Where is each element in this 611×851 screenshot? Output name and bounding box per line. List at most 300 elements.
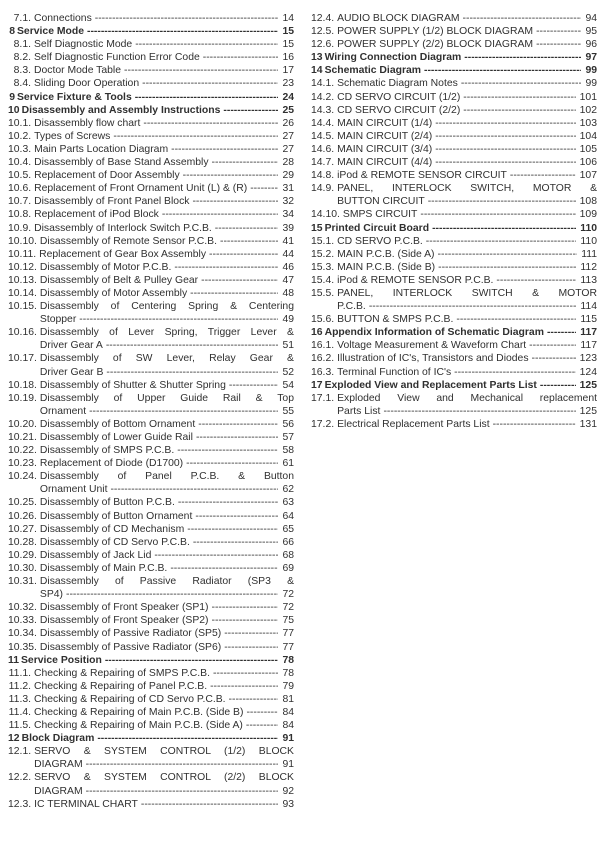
toc-entry bbox=[311, 51, 597, 64]
toc-entry bbox=[8, 667, 294, 680]
dash-leader bbox=[124, 64, 278, 77]
toc-entry-title: Wiring Connection Diagram bbox=[324, 52, 462, 64]
dash-leader bbox=[510, 169, 576, 182]
toc-entry-page: 72 bbox=[282, 602, 294, 614]
toc-entry-number bbox=[8, 12, 31, 25]
toc-entry-number bbox=[8, 169, 31, 182]
toc-entry-title: Ornament Unit bbox=[39, 484, 108, 496]
toc-entry-line bbox=[34, 208, 294, 221]
toc-entry-number-text: 10.18. bbox=[8, 379, 37, 391]
toc-entry bbox=[8, 680, 294, 693]
toc-entry-title: Disassembly of Jack Lid bbox=[39, 549, 152, 561]
toc-entry-line bbox=[34, 798, 294, 811]
toc-entry-title: Block Diagram bbox=[21, 733, 95, 745]
toc-entry-number bbox=[311, 64, 323, 77]
toc-entry-number bbox=[8, 627, 37, 640]
toc-entry-number bbox=[311, 366, 334, 379]
toc-entry-body bbox=[34, 706, 294, 719]
toc-entry bbox=[311, 130, 597, 143]
toc-entry-line bbox=[40, 366, 294, 379]
dash-leader bbox=[424, 64, 581, 77]
toc-entry-page: 110 bbox=[580, 235, 597, 247]
toc-entry-number-text: 14.8. bbox=[311, 170, 335, 182]
toc-entry-number bbox=[311, 274, 334, 287]
toc-entry-line bbox=[337, 104, 597, 117]
toc-entry-number-text: 10.2. bbox=[8, 130, 32, 142]
toc-entry-number-text: 10 bbox=[8, 104, 20, 116]
toc-entry-page: 66 bbox=[282, 536, 294, 548]
toc-entry-page: 25 bbox=[282, 104, 294, 116]
toc-entry-number-text: 10.3. bbox=[8, 143, 32, 155]
toc-entry-number bbox=[8, 745, 31, 771]
toc-entry-body bbox=[40, 287, 294, 300]
dash-leader bbox=[86, 758, 279, 771]
dash-leader bbox=[383, 405, 575, 418]
toc-entry-page: 31 bbox=[282, 183, 294, 195]
toc-entry bbox=[311, 143, 597, 156]
toc-entry-number-text: 10.25. bbox=[8, 497, 37, 509]
toc-entry-number-text: 14.7. bbox=[311, 157, 335, 169]
toc-entry-page: 101 bbox=[579, 91, 597, 103]
toc-entry-title: Exploded View and Replacement Parts List bbox=[324, 379, 537, 391]
dash-leader bbox=[536, 38, 581, 51]
toc-entry-number-text: 10.26. bbox=[8, 510, 37, 522]
dash-leader bbox=[110, 483, 278, 496]
toc-entry-body bbox=[337, 117, 597, 130]
toc-entry-title: Disassembly of Front Panel Block bbox=[34, 196, 190, 208]
toc-entry-number bbox=[8, 771, 31, 797]
dash-leader bbox=[369, 300, 577, 313]
toc-entry-title: Self Diagnostic Function Error Code bbox=[34, 52, 200, 64]
toc-entry-number bbox=[311, 143, 334, 156]
dash-leader bbox=[178, 496, 279, 509]
toc-entry-title: Illustration of IC's, Transistors and Diodes bbox=[337, 353, 529, 365]
toc-entry-body bbox=[337, 143, 597, 156]
toc-entry-page: 99 bbox=[585, 65, 597, 77]
toc-entry-body bbox=[40, 444, 294, 457]
toc-entry-line bbox=[40, 483, 294, 496]
toc-entry bbox=[8, 326, 294, 352]
toc-entry-line bbox=[343, 208, 597, 221]
toc-entry-line bbox=[337, 195, 597, 208]
dash-leader bbox=[246, 706, 278, 719]
toc-entry-number bbox=[8, 274, 37, 287]
toc-entry-number-text: 11.4. bbox=[8, 706, 31, 718]
toc-entry-number bbox=[8, 418, 37, 431]
toc-entry-number bbox=[8, 719, 31, 732]
toc-entry bbox=[311, 313, 597, 326]
toc-entry-number-text: 8.3. bbox=[13, 65, 31, 77]
toc-entry-line bbox=[34, 758, 294, 771]
toc-entry-number-text: 10.13. bbox=[8, 274, 37, 286]
dash-leader bbox=[215, 222, 279, 235]
toc-entry-page: 108 bbox=[579, 196, 597, 208]
toc-entry-page: 15 bbox=[282, 26, 294, 38]
toc-entry-page: 123 bbox=[579, 353, 597, 365]
toc-entry-title: Disassembly of CD Mechanism bbox=[39, 523, 185, 535]
toc-entry bbox=[8, 418, 294, 431]
dash-leader bbox=[420, 208, 575, 221]
toc-entry-number bbox=[8, 38, 31, 51]
toc-entry-number-text: 10.32. bbox=[8, 602, 37, 614]
toc-entry-title: Disassembly of Passive Radiator (SP5) bbox=[39, 628, 222, 640]
dash-leader bbox=[456, 313, 576, 326]
toc-entry bbox=[8, 208, 294, 221]
toc-entry-number bbox=[8, 117, 31, 130]
toc-entry-line bbox=[40, 431, 294, 444]
toc-entry-title: Sliding Door Operation bbox=[34, 78, 140, 90]
toc-entry bbox=[8, 235, 294, 248]
toc-entry-number-text: 10.1. bbox=[8, 117, 32, 129]
toc-entry-number-text: 10.28. bbox=[8, 536, 37, 548]
toc-entry bbox=[311, 392, 597, 418]
toc-entry-body bbox=[40, 523, 294, 536]
toc-entry-line bbox=[337, 235, 597, 248]
dash-leader bbox=[435, 117, 575, 130]
toc-entry-number-text: 10.20. bbox=[8, 418, 37, 430]
dash-leader bbox=[192, 195, 278, 208]
dash-leader bbox=[198, 418, 278, 431]
toc-entry-body bbox=[337, 261, 597, 274]
toc-entry-title: Main Parts Location Diagram bbox=[34, 143, 169, 155]
toc-entry-number-text: 8.4. bbox=[13, 78, 31, 90]
dash-leader bbox=[212, 156, 279, 169]
dash-leader bbox=[426, 235, 577, 248]
toc-entry bbox=[311, 25, 597, 38]
toc-entry-number-text: 10.7. bbox=[8, 196, 32, 208]
toc-entry-page: 107 bbox=[579, 170, 597, 182]
toc-entry-title: Disassembly of Button Ornament bbox=[39, 510, 193, 522]
toc-entry-body bbox=[34, 798, 294, 811]
dash-leader bbox=[213, 667, 278, 680]
toc-entry-body bbox=[40, 418, 294, 431]
toc-entry bbox=[311, 208, 597, 221]
toc-entry-title: Disassembly of Base Stand Assembly bbox=[34, 157, 209, 169]
toc-entry-number bbox=[8, 379, 37, 392]
toc-entry-title-first-line: Disassembly of Upper Guide Rail & Top bbox=[39, 392, 294, 404]
toc-entry-body bbox=[337, 104, 597, 117]
toc-entry-body bbox=[337, 366, 597, 379]
toc-entry-body bbox=[34, 12, 294, 25]
dash-leader bbox=[463, 91, 575, 104]
toc-entry-number bbox=[8, 641, 37, 654]
toc-entry-title: AUDIO BLOCK DIAGRAM bbox=[337, 13, 460, 24]
toc-entry bbox=[8, 64, 294, 77]
toc-entry-number bbox=[311, 261, 334, 274]
toc-entry-line bbox=[40, 588, 294, 601]
toc-entry bbox=[8, 300, 294, 326]
toc-entry-number-text: 16.3. bbox=[311, 366, 335, 378]
toc-entry bbox=[8, 117, 294, 130]
toc-entry-body bbox=[337, 156, 597, 169]
toc-entry-title: BUTTON & SMPS P.C.B. bbox=[337, 314, 454, 326]
toc-entry-title-first-line: PANEL, INTERLOCK SWITCH & MOTOR bbox=[337, 287, 597, 299]
toc-entry-page: 23 bbox=[282, 78, 294, 90]
dash-leader bbox=[177, 444, 278, 457]
toc-entry bbox=[8, 222, 294, 235]
toc-entry-number-text: 10.33. bbox=[8, 615, 37, 627]
dash-leader bbox=[195, 510, 278, 523]
toc-entry-number bbox=[8, 706, 31, 719]
toc-entry-number bbox=[311, 235, 334, 248]
toc-entry-title: MAIN CIRCUIT (3/4) bbox=[337, 143, 433, 155]
toc-entry-body bbox=[337, 418, 597, 431]
toc-entry-body bbox=[337, 38, 597, 51]
toc-entry-body bbox=[34, 64, 294, 77]
toc-entry-line bbox=[40, 287, 294, 300]
toc-entry-line bbox=[34, 143, 294, 156]
toc-entry-body bbox=[40, 575, 294, 601]
toc-entry-body bbox=[22, 732, 294, 745]
toc-entry bbox=[311, 248, 597, 261]
toc-entry bbox=[311, 379, 597, 392]
toc-entry-body bbox=[34, 169, 294, 182]
toc-entry-body bbox=[40, 562, 294, 575]
toc-entry bbox=[8, 182, 294, 195]
toc-entry-number-text: 12.4. bbox=[311, 13, 335, 24]
toc-entry-body bbox=[34, 771, 294, 797]
toc-entry-number-text: 14.5. bbox=[311, 130, 335, 142]
toc-entry-line bbox=[337, 352, 597, 365]
toc-entry-line bbox=[34, 130, 294, 143]
toc-entry-number-text: 16.1. bbox=[311, 340, 335, 352]
toc-entry-body bbox=[40, 235, 294, 248]
toc-entry bbox=[8, 562, 294, 575]
dash-leader bbox=[496, 274, 576, 287]
toc-entry bbox=[8, 352, 294, 378]
toc-entry-body bbox=[337, 25, 597, 38]
toc-entry bbox=[8, 195, 294, 208]
toc-entry-number bbox=[311, 12, 334, 25]
toc-entry-number bbox=[8, 431, 37, 444]
toc-entry-number-text: 11 bbox=[8, 654, 19, 666]
toc-entry-number bbox=[311, 51, 323, 64]
toc-entry-number-text: 10.27. bbox=[8, 523, 37, 535]
toc-entry-body bbox=[337, 287, 597, 313]
toc-entry-number-text: 10.6. bbox=[8, 183, 32, 195]
toc-entry-body bbox=[21, 654, 294, 667]
toc-entry-line bbox=[40, 496, 294, 509]
toc-entry-number-text: 10.19. bbox=[8, 392, 37, 404]
toc-entry-number-text: 17.1. bbox=[311, 392, 335, 404]
dash-leader bbox=[463, 104, 575, 117]
toc-entry bbox=[8, 104, 294, 117]
toc-entry-page: 58 bbox=[282, 445, 294, 457]
toc-entry bbox=[311, 12, 597, 25]
toc-entry-number-text: 10.5. bbox=[8, 170, 32, 182]
toc-entry-line bbox=[34, 64, 294, 77]
toc-entry-number-text: 14.2. bbox=[311, 91, 335, 103]
toc-entry-title: CD SERVO CIRCUIT (1/2) bbox=[337, 91, 461, 103]
dash-leader bbox=[229, 379, 279, 392]
toc-entry-line bbox=[34, 719, 294, 732]
toc-entry-number-text: 8 bbox=[9, 26, 15, 38]
toc-entry-body bbox=[34, 693, 294, 706]
toc-entry-number bbox=[8, 798, 31, 811]
toc-entry-number bbox=[311, 38, 334, 51]
toc-entry-line bbox=[40, 510, 294, 523]
toc-entry-title: Replacement of iPod Block bbox=[34, 209, 159, 221]
toc-entry-title: MAIN P.C.B. (Side A) bbox=[337, 248, 435, 260]
toc-entry-title: Doctor Mode Table bbox=[34, 65, 122, 77]
toc-entry-title: Disassembly flow chart bbox=[34, 117, 141, 129]
toc-entry-number-text: 15 bbox=[311, 222, 323, 234]
dash-leader bbox=[203, 51, 279, 64]
toc-entry-title: Disassembly of Shutter & Shutter Spring bbox=[39, 379, 226, 391]
toc-entry-title: iPod & REMOTE SENSOR P.C.B. bbox=[337, 274, 494, 286]
toc-entry-page: 93 bbox=[282, 798, 294, 810]
toc-entry-number-text: 15.1. bbox=[311, 235, 335, 247]
toc-entry-number bbox=[8, 195, 31, 208]
toc-entry-page: 57 bbox=[282, 432, 294, 443]
toc-entry bbox=[8, 798, 294, 811]
toc-entry bbox=[8, 77, 294, 90]
toc-entry-title: DIAGRAM bbox=[34, 759, 83, 771]
toc-entry-title-first-line: SERVO & SYSTEM CONTROL (1/2) BLOCK bbox=[34, 746, 294, 758]
toc-entry-body bbox=[325, 51, 597, 64]
toc-entry bbox=[311, 235, 597, 248]
toc-entry bbox=[8, 706, 294, 719]
dash-leader bbox=[193, 536, 279, 549]
toc-entry-number-text: 10.29. bbox=[8, 549, 37, 561]
toc-entry-title: Types of Screws bbox=[34, 130, 111, 142]
toc-entry-title: POWER SUPPLY (2/2) BLOCK DIAGRAM bbox=[337, 39, 534, 51]
dash-leader bbox=[106, 366, 278, 379]
dash-leader bbox=[438, 248, 578, 261]
toc-entry-line bbox=[337, 91, 597, 104]
toc-entry-title: Disassembly of Motor Assembly bbox=[39, 287, 188, 299]
toc-entry-body bbox=[343, 208, 597, 221]
toc-entry-number bbox=[311, 352, 334, 365]
toc-entry-number-text: 12.1. bbox=[8, 746, 32, 758]
toc-entry-line bbox=[40, 261, 294, 274]
toc-entry-page: 117 bbox=[580, 327, 597, 339]
toc-entry bbox=[311, 287, 597, 313]
toc-entry bbox=[8, 91, 294, 104]
toc-entry bbox=[8, 536, 294, 549]
toc-entry-title: Driver Gear B bbox=[39, 366, 104, 378]
toc-entry-line bbox=[337, 77, 597, 90]
toc-entry-body bbox=[337, 352, 597, 365]
toc-entry-number bbox=[8, 287, 37, 300]
toc-entry bbox=[311, 38, 597, 51]
toc-entry-number-text: 7.1. bbox=[13, 13, 31, 24]
toc-entry-title: Electrical Replacement Parts List bbox=[337, 418, 490, 430]
toc-entry-title-first-line: Disassembly of SW Lever, Relay Gear & bbox=[39, 353, 294, 365]
toc-entry-page: 27 bbox=[282, 143, 294, 155]
toc-entry-number-text: 14 bbox=[311, 65, 323, 77]
dash-leader bbox=[435, 143, 575, 156]
toc-entry-line bbox=[40, 405, 294, 418]
toc-entry-page: 55 bbox=[282, 405, 294, 417]
toc-entry bbox=[8, 287, 294, 300]
toc-entry-title: Disassembly of Remote Sensor P.C.B. bbox=[39, 235, 217, 247]
toc-entry-line bbox=[40, 339, 294, 352]
toc-entry-number bbox=[8, 25, 15, 38]
toc-entry-page: 125 bbox=[579, 379, 597, 391]
toc-entry bbox=[311, 339, 597, 352]
toc-entry-number bbox=[311, 25, 334, 38]
toc-entry-number-text: 11.5. bbox=[8, 720, 31, 732]
dash-leader bbox=[171, 143, 278, 156]
toc-entry-body bbox=[34, 117, 294, 130]
toc-entry-body bbox=[40, 392, 294, 418]
toc-entry-line bbox=[337, 366, 597, 379]
toc-entry-number bbox=[8, 536, 37, 549]
toc-entry-body bbox=[337, 130, 597, 143]
toc-entry-title: Ornament bbox=[39, 405, 87, 417]
dash-leader bbox=[89, 405, 278, 418]
toc-entry-number bbox=[311, 104, 334, 117]
toc-entry-number bbox=[8, 130, 31, 143]
toc-entry-title: SMPS CIRCUIT bbox=[342, 209, 418, 221]
dash-leader bbox=[190, 287, 278, 300]
toc-entry-line bbox=[337, 405, 597, 418]
dash-leader bbox=[536, 25, 581, 38]
toc-entry bbox=[311, 366, 597, 379]
toc-entry-page: 115 bbox=[580, 314, 597, 326]
toc-entry bbox=[311, 326, 597, 339]
toc-entry-title: iPod & REMOTE SENSOR CIRCUIT bbox=[337, 170, 507, 182]
toc-entry-number bbox=[311, 77, 334, 90]
toc-entry-number bbox=[311, 418, 334, 431]
toc-entry bbox=[8, 496, 294, 509]
dash-leader bbox=[210, 680, 278, 693]
toc-entry-line bbox=[337, 339, 597, 352]
toc-entry-body bbox=[34, 143, 294, 156]
toc-entry-page: 47 bbox=[282, 274, 294, 286]
toc-entry bbox=[8, 771, 294, 797]
toc-entry-number bbox=[8, 693, 31, 706]
toc-entry-number bbox=[8, 510, 37, 523]
toc-entry-number-text: 15.6. bbox=[311, 314, 335, 326]
toc-entry-page: 131 bbox=[579, 418, 597, 430]
toc-entry-page: 51 bbox=[282, 340, 294, 352]
toc-entry-page: 104 bbox=[579, 130, 597, 142]
toc-entry-page: 92 bbox=[282, 785, 294, 797]
dash-leader bbox=[135, 91, 279, 104]
toc-entry-page: 84 bbox=[282, 720, 294, 732]
toc-entry bbox=[8, 654, 294, 667]
toc-entry-title: Stopper bbox=[39, 314, 77, 326]
toc-entry-line bbox=[325, 379, 597, 392]
toc-entry-body bbox=[337, 12, 597, 25]
toc-entry bbox=[311, 418, 597, 431]
toc-entry bbox=[8, 248, 294, 261]
toc-entry-page: 61 bbox=[282, 458, 294, 470]
toc-entry-title: Disassembly of Belt & Pulley Gear bbox=[39, 274, 199, 286]
toc-entry bbox=[8, 641, 294, 654]
toc-entry-number-text: 16.2. bbox=[311, 353, 335, 365]
toc-entry-number bbox=[311, 91, 334, 104]
toc-entry-body bbox=[40, 641, 294, 654]
toc-entry-number bbox=[8, 77, 31, 90]
dash-leader bbox=[66, 588, 278, 601]
toc-entry-title: Voltage Measurement & Waveform Chart bbox=[337, 340, 527, 352]
toc-entry-number-text: 12.6. bbox=[311, 39, 335, 51]
toc-entry-page: 110 bbox=[580, 222, 597, 234]
toc-entry-title: DIAGRAM bbox=[34, 785, 83, 797]
toc-entry-body bbox=[337, 392, 597, 418]
toc-entry-title: Disassembly of Front Speaker (SP1) bbox=[39, 602, 209, 614]
toc-entry-number bbox=[8, 222, 31, 235]
dash-leader bbox=[141, 798, 279, 811]
toc-entry-number bbox=[8, 64, 31, 77]
toc-entry-line bbox=[34, 680, 294, 693]
toc-entry-number-text: 17 bbox=[311, 379, 323, 391]
toc-entry-title: MAIN CIRCUIT (1/4) bbox=[337, 117, 433, 129]
dash-leader bbox=[174, 261, 278, 274]
